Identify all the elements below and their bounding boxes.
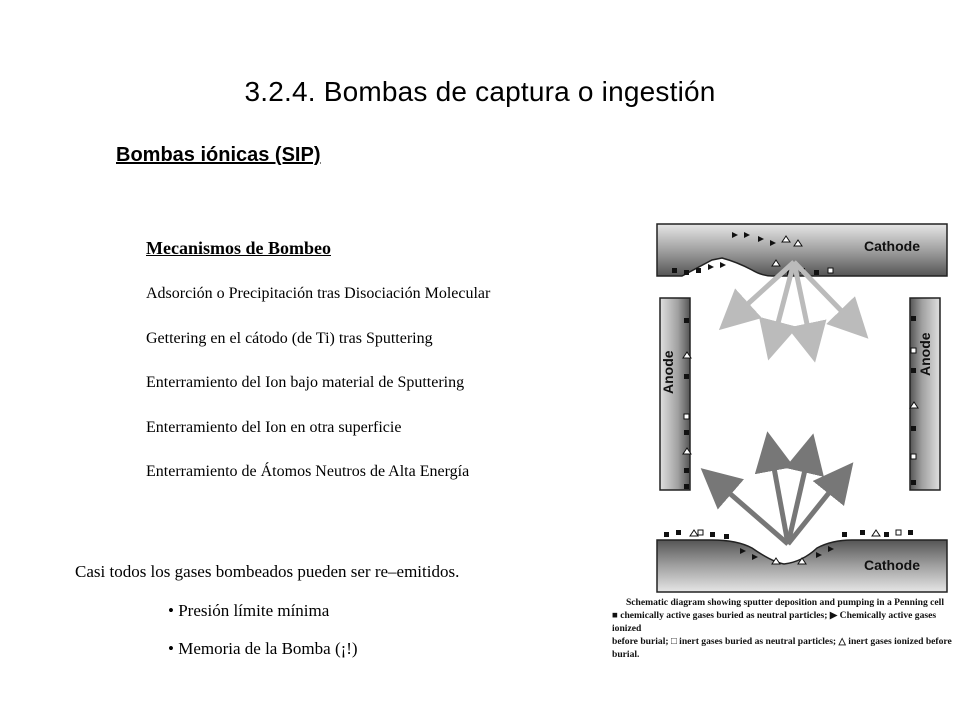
- mechanisms-list: [146, 285, 490, 508]
- note-bullet-item: • Presión límite mínima: [168, 601, 358, 639]
- penning-cell-svg: [612, 218, 960, 596]
- penning-cell-diagram: [612, 218, 960, 648]
- note-bullets: [168, 601, 358, 677]
- bottom-sputter-arrows: [712, 446, 844, 544]
- mechanism-item: Enterramiento del Ion en otra superficie: [146, 418, 402, 436]
- caption-legend-line-2: before burial; □ inert gases buried as neutral particles; △ inert gases ionized before burial.: [612, 636, 952, 660]
- mechanism-item: Enterramiento de Átomos Neutros de Alta Energía: [146, 463, 470, 480]
- caption-legend-line-1: ■ chemically active gases buried as neutral particles; ▶ Chemically active gases ionized: [612, 610, 937, 634]
- re-emission-note: Casi todos los gases bombeados pueden ser re–emitidos.: [75, 562, 460, 581]
- section-subtitle: Bombas iónicas (SIP): [116, 144, 321, 166]
- mechanism-item: Gettering en el cátodo (de Ti) tras Sputtering: [146, 329, 433, 347]
- cathode-bottom-label: Cathode: [864, 557, 920, 573]
- mechanism-item: Adsorción o Precipitación tras Disociación Molecular: [146, 285, 491, 302]
- right-anode-plate: [910, 298, 940, 490]
- cathode-top-label: Cathode: [864, 238, 920, 254]
- page-title: 3.2.4. Bombas de captura o ingestión: [244, 76, 716, 107]
- anode-right-label: Anode: [917, 332, 933, 376]
- caption-title: Schematic diagram showing sputter deposition and pumping in a Penning cell: [625, 597, 945, 608]
- mechanisms-heading: Mecanismos de Bombeo: [146, 238, 331, 258]
- note-bullet-item: • Memoria de la Bomba (¡!): [168, 639, 358, 677]
- mechanism-item: Enterramiento del Ion bajo material de Sputtering: [146, 374, 465, 391]
- anode-left-label: Anode: [660, 350, 676, 394]
- figure-caption: [612, 596, 958, 661]
